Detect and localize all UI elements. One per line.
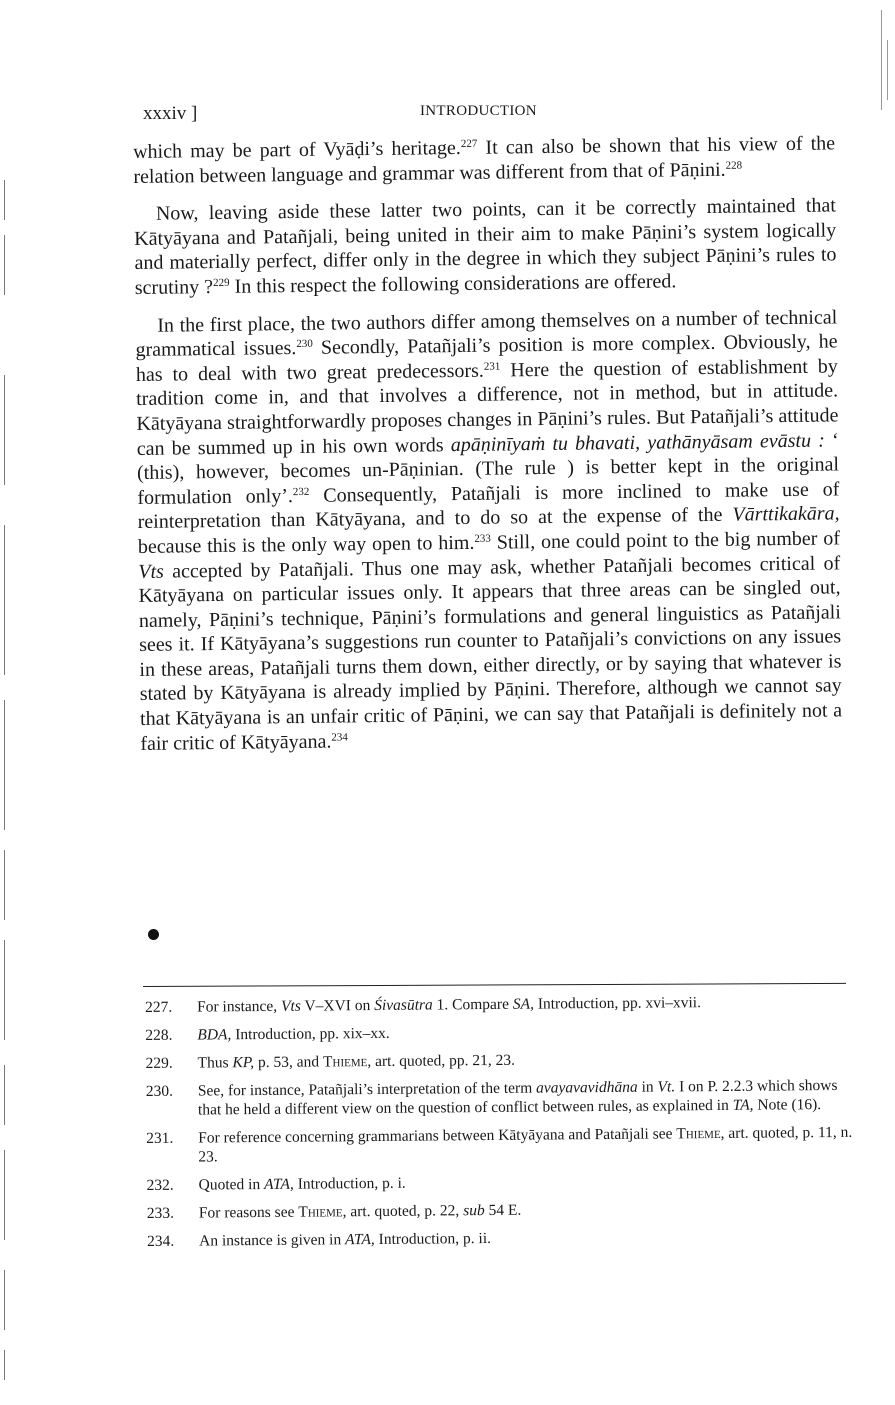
footnote-ref-228: 228 — [725, 159, 743, 172]
footnote-ref-231: 231 — [483, 360, 501, 373]
text: For reasons see — [198, 1203, 299, 1222]
scan-edge-marks-right — [877, 0, 895, 120]
text: Thus — [197, 1054, 233, 1072]
text: I on P. 2.2.3 which shows that he held a different view on the question of conflict between rules, as explained in — [197, 1076, 838, 1119]
text: For instance, — [197, 997, 282, 1016]
text: which may be part of Vyāḍi’s heritage. — [133, 136, 461, 163]
text: Secondly, Patañjali’s position is more complex. Obviously, he has to deal with two great predecessors. — [135, 330, 838, 386]
footnote-ref-227: 227 — [460, 137, 478, 150]
footnote-ref-230: 230 — [296, 337, 313, 351]
text: Still, one could point to the big number of — [490, 527, 841, 554]
text: For reference concerning grammarians between Kātyāyana and Patañjali see — [198, 1125, 677, 1147]
text: Thieme, — [322, 1053, 372, 1071]
text: Thieme, — [676, 1124, 725, 1143]
text: Introduction, p. i. — [293, 1174, 406, 1193]
text: p. 53, and — [254, 1053, 324, 1072]
scan-edge-marks — [0, 160, 12, 1400]
running-title: INTRODUCTION — [420, 103, 537, 119]
text: 1. Compare — [432, 995, 513, 1014]
footnote-232 — [147, 1170, 855, 1195]
text: SA, — [512, 995, 534, 1013]
text: KP, — [232, 1054, 255, 1072]
text: In this respect the following considerations are offered. — [229, 270, 677, 298]
text: avayavavidhāna — [536, 1078, 638, 1097]
body-text — [133, 131, 843, 769]
text: art. quoted, p. 22, — [346, 1202, 464, 1221]
text: An instance is given in — [199, 1231, 346, 1250]
text: Vt. — [657, 1078, 676, 1096]
footnote-ref-233: 233 — [474, 532, 491, 545]
text: TA, — [732, 1096, 754, 1114]
text: See, for instance, Patañjali’s interpretation of the term — [197, 1079, 537, 1100]
text: ATA, — [263, 1175, 294, 1193]
footnote-number: 231. — [146, 1129, 174, 1147]
paragraph-2 — [134, 194, 837, 301]
text: Śivasūtra — [374, 996, 433, 1014]
text: It can also be shown that his view of the relation between language and grammar was different from that of Pāṇini. — [133, 132, 836, 188]
text: Note (16). — [753, 1096, 822, 1114]
running-head — [143, 103, 843, 127]
text: ATA, — [344, 1231, 375, 1249]
footnote-number: 233. — [146, 1204, 175, 1222]
footnote-230 — [146, 1076, 854, 1120]
footnote-227 — [145, 992, 853, 1017]
text: sub — [463, 1202, 485, 1220]
sanskrit-quote: apāṇinīyaṁ tu bhavati, yathānyāsam evāstu : — [450, 429, 826, 456]
footnote-number: 229. — [145, 1054, 173, 1072]
text: Introduction, pp. xix–xx. — [231, 1024, 390, 1044]
footnote-228 — [145, 1020, 853, 1045]
footnote-ref-232: 232 — [292, 485, 310, 498]
text: Quoted in — [198, 1175, 265, 1194]
text: because this is the only way open to him. — [137, 531, 475, 558]
italic-term: Vārttikakāra, — [732, 502, 840, 527]
text: In the first place, the two authors differ among themselves on a number of technical grammatical issues. — [135, 305, 838, 362]
text: art. quoted, pp. 21, 23. — [371, 1051, 516, 1071]
footnote-231 — [146, 1123, 854, 1167]
footnote-233 — [147, 1198, 855, 1223]
text: Consequently, Patañjali is more inclined to make use of reinterpretation than Kātyāyana, and to do so at the expense of the — [137, 478, 840, 534]
footnote-rule — [143, 983, 846, 987]
text: Thieme, — [298, 1203, 347, 1221]
footnote-number: 227. — [145, 998, 173, 1016]
text: V–XVI on — [300, 997, 375, 1015]
text: art. quoted, p. 11, n. 23. — [198, 1123, 853, 1166]
footnote-229 — [145, 1048, 853, 1073]
footnote-number: 228. — [145, 1026, 173, 1044]
text: Introduction, pp. xvi–xvii. — [533, 994, 702, 1013]
text: accepted by Patañjali. Thus one may ask, whether Patañjali becomes critical of Kātyāyana on particular issues only. It appears that three areas can be singled out, namely, Pāṇini’s technique, Pāṇini’s formulations and general linguistics as Patañjali sees it. If Kātyāyana’s suggestions run counter to Patañjali’s convictions on any issues in these areas, Patañjali turns them down, either directly, or by saying that whatever is stated by Kātyāyana is already implied by Pāṇini. Therefore, although we cannot say that Kātyāyana is an unfair critic of Pāṇini, we can say that Patañjali is definitely not a fair critic of Kātyāyana. — [138, 551, 843, 755]
text: Here the question of establishment by tradition come in, and that involves a difference, not in method, but in attitude. Kātyāyana straightforwardly proposes changes in Pāṇini’s rules. But Patañjali’s attitude can be summed up in his own words — [136, 355, 839, 460]
footnote-ref-229: 229 — [212, 276, 230, 290]
text: ‘ (this), however, becomes un-Pāṇinian. (The rule ) is better kept in the original formulation only’. — [136, 428, 840, 509]
footnote-number: 230. — [145, 1082, 174, 1100]
footnotes — [145, 992, 855, 1260]
paragraph-1 — [133, 131, 836, 189]
footnote-234 — [147, 1226, 855, 1251]
text: 54 E. — [484, 1201, 522, 1220]
italic-term: Vts — [138, 560, 164, 583]
paragraph-3 — [135, 305, 842, 756]
text: in — [637, 1078, 658, 1096]
text: BDA, — [197, 1026, 232, 1044]
footnote-number: 234. — [147, 1232, 175, 1250]
page-number: xxxiv ] — [143, 103, 198, 124]
bullet-mark — [148, 929, 159, 940]
text: Introduction, p. ii. — [374, 1229, 492, 1249]
text: Now, leaving aside these latter two points, can it be correctly maintained that Kātyāyana and Patañjali, being united in their aim to make Pāṇini’s system logically and materially perfect, differ only in the degree in which they subject Pāṇini’s rules to scrutiny ? — [134, 194, 837, 299]
text: Vts — [280, 997, 301, 1015]
footnote-ref-234: 234 — [331, 731, 348, 744]
footnote-number: 232. — [146, 1176, 174, 1194]
